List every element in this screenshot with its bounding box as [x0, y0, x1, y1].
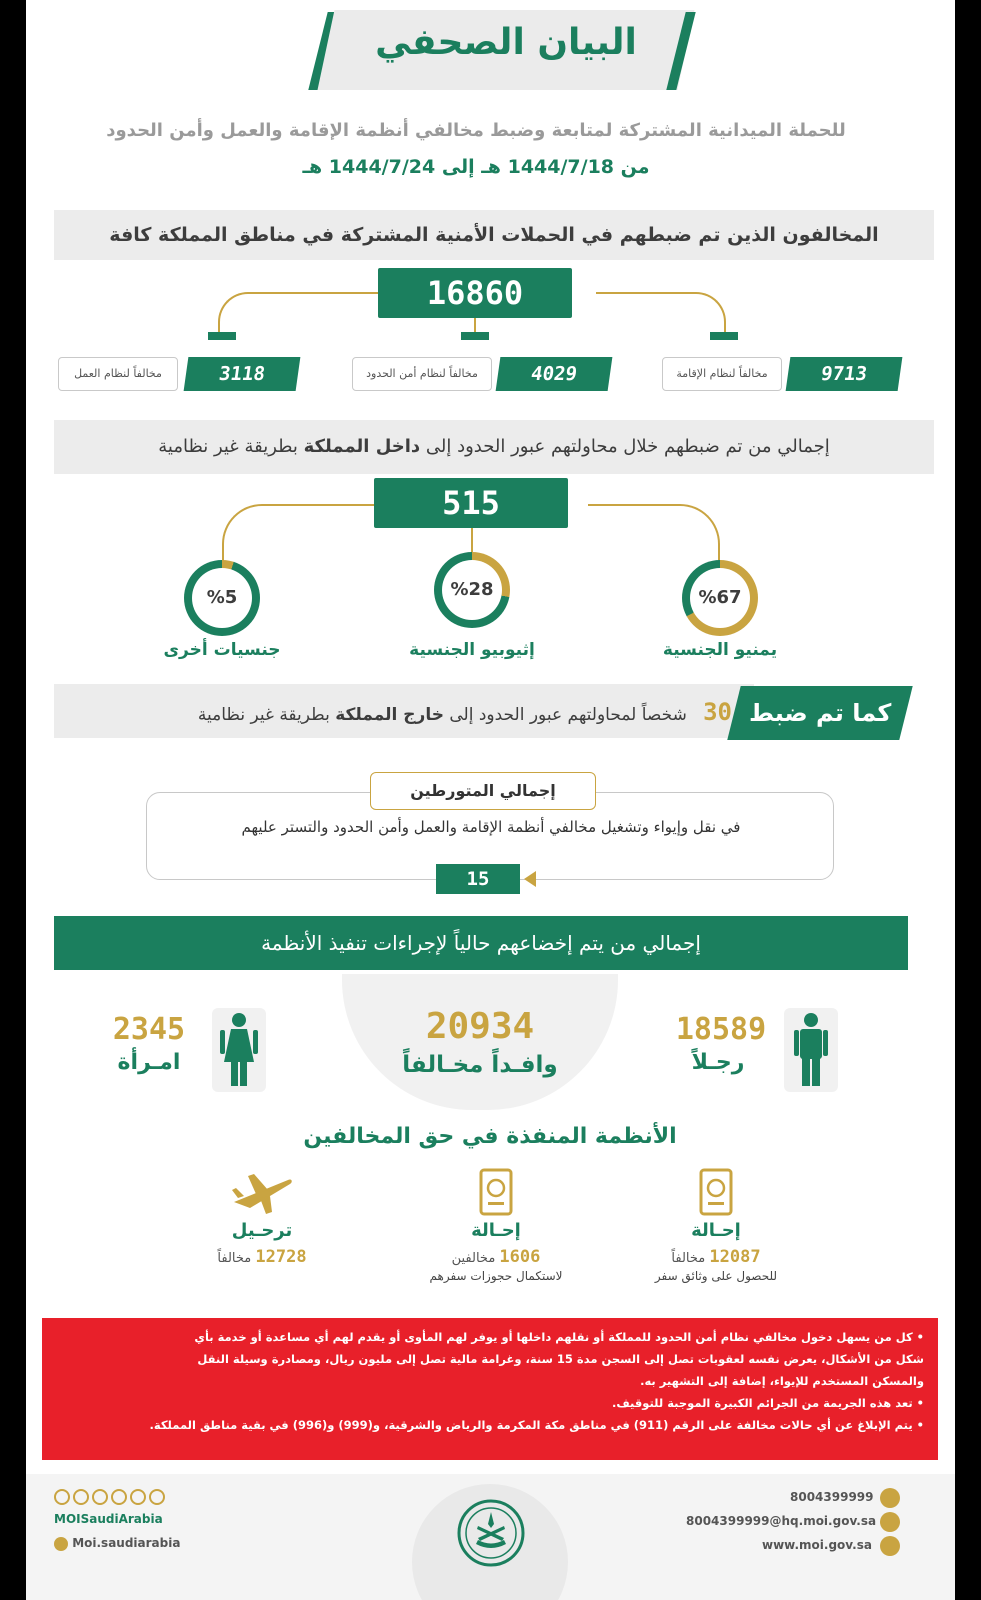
entry-connector-center	[471, 528, 473, 554]
nationality-ring-yemeni	[682, 560, 758, 636]
warning-line: والمسكن المستخدم للإيواء، إضافة إلى التشهير به.	[640, 1374, 924, 1388]
nationality-label-ethiopian: إثيوبيو الجنسية	[409, 640, 535, 660]
exit-tag-text: كما تم ضبط	[748, 699, 892, 727]
procedures-heading: إجمالي من يتم إخضاعهم حالياً لإجراءات تنفيذ الأنظمة	[54, 916, 908, 970]
border-violators-count: 4029	[496, 357, 613, 391]
nationality-label-yemeni: يمنيو الجنسية	[662, 640, 778, 660]
legal-warning	[42, 1318, 938, 1460]
nationality-label-other: جنسيات أخرى	[163, 640, 281, 660]
exit-count: 30	[703, 698, 732, 726]
women-label: امـرأة	[117, 1050, 181, 1075]
women-count: 2345	[112, 1012, 186, 1047]
youtube-icon[interactable]	[111, 1489, 127, 1505]
warning-line: • تعد هذه الجريمة من الجرائم الكبيرة الموجبة للتوقيف.	[611, 1396, 924, 1410]
date-range: من 1444/7/18 هـ إلى 1444/7/24 هـ	[302, 156, 650, 178]
system-title: إحـالة	[691, 1220, 741, 1241]
email-address[interactable]: 8004399999@hq.moi.gov.sa	[686, 1514, 877, 1528]
system-title: ترحـيل	[231, 1220, 293, 1241]
woman-icon	[220, 1012, 258, 1088]
warning-line: • كل من يسهل دخول مخالفي نظام أمن الحدود للمملكة أو نقلهم داخلها أو يوفر لهم المأوى أو يقدم لهم أي مساعدة أو خدمة بأي	[194, 1330, 924, 1344]
system-count-line	[396, 1247, 596, 1267]
system-count-line	[616, 1247, 816, 1267]
page-subtitle: للحملة الميدانية المشتركة لمتابعة وضبط مخالفي أنظمة الإقامة والعمل وأمن الحدود	[106, 120, 846, 141]
violators-heading: المخالفون الذين تم ضبطهم في الحملات الأمنية المشتركة في مناطق المملكة كافة	[54, 210, 934, 260]
website-icon	[880, 1536, 900, 1556]
phone-number[interactable]: 8004399999	[790, 1490, 874, 1504]
social-icons	[54, 1486, 168, 1505]
labor-violators-label: مخالفاً لنظام العمل	[58, 357, 178, 391]
warning-line: شكل من الأشكال، يعرض نفسه لعقوبات تصل إلى السجن مدة 15 سنة، وغرامة مالية تصل إلى مليون ريال، ومصادرة وسيلة النقل	[197, 1352, 924, 1366]
footer	[26, 1474, 955, 1600]
entry-connector-left	[222, 504, 374, 562]
system-count: 1606	[499, 1247, 541, 1267]
snapchat-icon[interactable]	[130, 1489, 146, 1505]
exit-text-post: بطريقة غير نظامية	[197, 705, 336, 725]
exit-text	[62, 694, 732, 730]
tick-right	[710, 332, 738, 340]
nationality-percent-ethiopian: %28	[442, 560, 502, 620]
involved-text: في نقل وإيواء وتشغيل مخالفي أنظمة الإقامة والعمل وأمن الحدود والتستر عليهم	[241, 818, 741, 836]
facebook-icon[interactable]	[73, 1489, 89, 1505]
twitter-icon[interactable]	[54, 1489, 70, 1505]
system-note: للحصول على وثائق سفر	[654, 1269, 778, 1283]
passport-icon	[699, 1168, 733, 1216]
system-count: 12728	[255, 1247, 307, 1267]
border-violators-label: مخالفاً لنظام أمن الحدود	[352, 357, 492, 391]
man-icon	[792, 1012, 830, 1088]
website-link[interactable]: www.moi.gov.sa	[762, 1538, 872, 1552]
warning-line: • يتم الإبلاغ عن أي حالات مخالفة على الرقم (911) في مناطق مكة المكرمة والرياض والشرقية، و(999) و(996) في بقية مناطق المملكة.	[149, 1418, 924, 1432]
email-icon	[880, 1512, 900, 1532]
system-unit: مخالفين	[451, 1251, 496, 1266]
exit-text-pre: شخصاً لمحاولتهم عبور الحدود إلى	[443, 705, 687, 725]
residency-violators-count: 9713	[786, 357, 903, 391]
system-note: لاستكمال حجوزات سفرهم	[429, 1269, 563, 1283]
connector-left	[218, 292, 378, 332]
entry-heading-pre: إجمالي من تم ضبطهم خلال محاولتهم عبور الحدود إلى	[420, 436, 830, 457]
involved-title: إجمالي المتورطين	[370, 772, 596, 810]
labor-violators-count: 3118	[184, 357, 301, 391]
exit-text-bold: خارج المملكة	[335, 705, 444, 725]
exit-tag	[727, 686, 912, 740]
infographic-page	[26, 0, 955, 1600]
system-deportation	[162, 1168, 362, 1267]
passport-icon	[479, 1168, 513, 1216]
snapchat-handle-text[interactable]: Moi.saudiarabia	[72, 1536, 181, 1550]
instagram-icon[interactable]	[92, 1489, 108, 1505]
plane-icon	[230, 1168, 294, 1216]
men-label: رجـلاً	[691, 1050, 745, 1075]
involved-count: 15	[436, 864, 520, 894]
nationality-ring-ethiopian	[434, 552, 510, 628]
twitter-handle[interactable]: MOISaudiArabia	[54, 1512, 163, 1526]
nationality-percent-other: %5	[192, 568, 252, 628]
phone-icon	[880, 1488, 900, 1508]
nationality-percent-yemeni: %67	[690, 568, 750, 628]
entry-heading-bold: داخل المملكة	[303, 436, 421, 457]
system-travel-bookings	[396, 1168, 596, 1283]
tick-left	[208, 332, 236, 340]
system-count: 12087	[709, 1247, 761, 1267]
tick-center	[461, 332, 489, 340]
ministry-emblem-icon	[456, 1498, 526, 1568]
nationality-ring-other	[184, 560, 260, 636]
connector-right	[596, 292, 726, 332]
total-foreign-violators-label: وافـداً مخـالفاً	[402, 1052, 558, 1078]
entry-connector-right	[588, 504, 720, 562]
entry-heading	[54, 420, 934, 474]
total-foreign-violators: 20934	[425, 1006, 535, 1047]
systems-heading: الأنظمة المنفذة في حق المخالفين	[303, 1124, 677, 1149]
page-title: البيان الصحفي	[375, 22, 637, 63]
telegram-icon[interactable]	[149, 1489, 165, 1505]
system-unit: مخالفاً	[671, 1251, 706, 1266]
violators-total: 16860	[378, 268, 572, 318]
connector-center	[474, 318, 476, 332]
involved-arrow-icon	[524, 871, 536, 887]
snapchat-small-icon	[54, 1537, 68, 1551]
system-count-line	[162, 1247, 362, 1267]
entry-total: 515	[374, 478, 568, 528]
system-unit: مخالفاً	[217, 1251, 252, 1266]
men-count: 18589	[675, 1012, 767, 1047]
entry-heading-post: بطريقة غير نظامية	[158, 436, 304, 457]
system-title: إحـالة	[471, 1220, 521, 1241]
system-travel-documents	[616, 1168, 816, 1283]
residency-violators-label: مخالفاً لنظام الإقامة	[662, 357, 782, 391]
snapchat-handle	[54, 1536, 180, 1551]
